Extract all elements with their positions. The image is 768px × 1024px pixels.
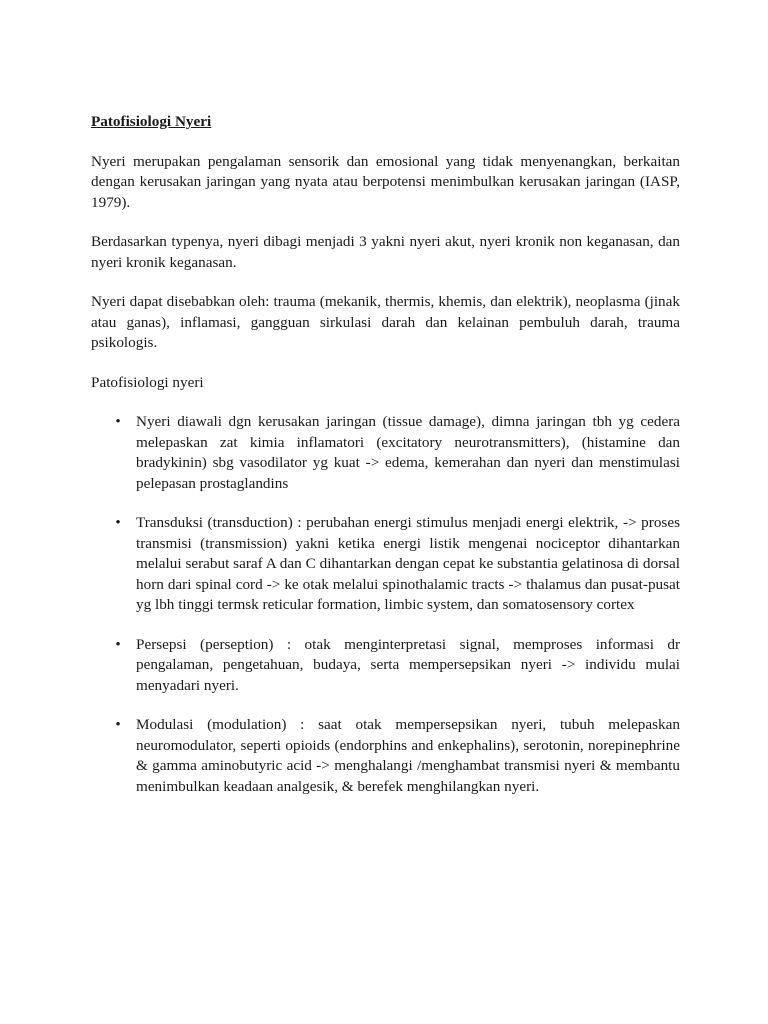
list-item [91,412,680,494]
document-title: Patofisiologi Nyeri [91,113,212,130]
list-item-text: Modulasi (modulation) : saat otak mempersepsikan nyeri, tubuh melepaskan neuromodulator, seperti opioids (endorphins and enkephalins), serotonin, norepinephrine & gamma aminobutyric acid -> menghalangi /menghambat transmisi nyeri & membantu menimbulkan keadaan analgesik, & berefek menghilangkan nyeri. [136,716,680,795]
list-item-text: Nyeri diawali dgn kerusakan jaringan (tissue damage), dimna jaringan tbh yg cedera melepaskan zat kimia inflamatori (excitatory neurotransmitters), (histamine dan bradykinin) sbg vasodilator yg kuat -> edema, kemerahan dan nyeri dan menstimulasi pelepasan prostaglandins [136,413,680,492]
list-item-text: Transduksi (transduction) : perubahan energi stimulus menjadi energi elektrik, -> proses transmisi (transmission) yakni ketika energi listik mengenai nociceptor dihantarkan melalui serabut saraf A dan C dihantarkan dengan cepat ke substantia gelatinosa di dorsal horn dari spinal cord -> ke otak melalui spinothalamic tracts -> thalamus dan pusat-pusat yg lbh tinggi termsk reticular formation, limbic system, dan somatosensory cortex [136,514,680,613]
paragraph-types: Berdasarkan typenya, nyeri dibagi menjadi 3 yakni nyeri akut, nyeri kronik non keganasan, dan nyeri kronik keganasan. [91,233,680,271]
section-subheading: Patofisiologi nyeri [91,373,204,391]
list-item [91,635,680,697]
list-item [91,513,680,616]
list-item [91,715,680,797]
bullet-icon: • [115,635,121,653]
bullet-icon: • [115,413,121,430]
paragraph-causes: Nyeri dapat disebabkan oleh: trauma (mekanik, thermis, khemis, dan elektrik), neoplasma (jinak atau ganas), inflamasi, gangguan sirkulasi darah dan kelainan pembuluh darah, trauma psikologis. [91,293,680,351]
bullet-icon: • [115,716,121,733]
bullet-icon: • [115,514,121,531]
paragraph-definition: Nyeri merupakan pengalaman sensorik dan emosional yang tidak menyenangkan, berkaitan dengan kerusakan jaringan yang nyata atau berpotensi menimbulkan kerusakan jaringan (IASP, 1979). [91,152,680,211]
bullet-list [91,412,680,797]
list-item-text: Persepsi (perseption) : otak menginterpretasi signal, memproses informasi dr pengalaman, pengetahuan, budaya, serta mempersepsikan nyeri -> individu mulai menyadari nyeri. [136,635,680,694]
